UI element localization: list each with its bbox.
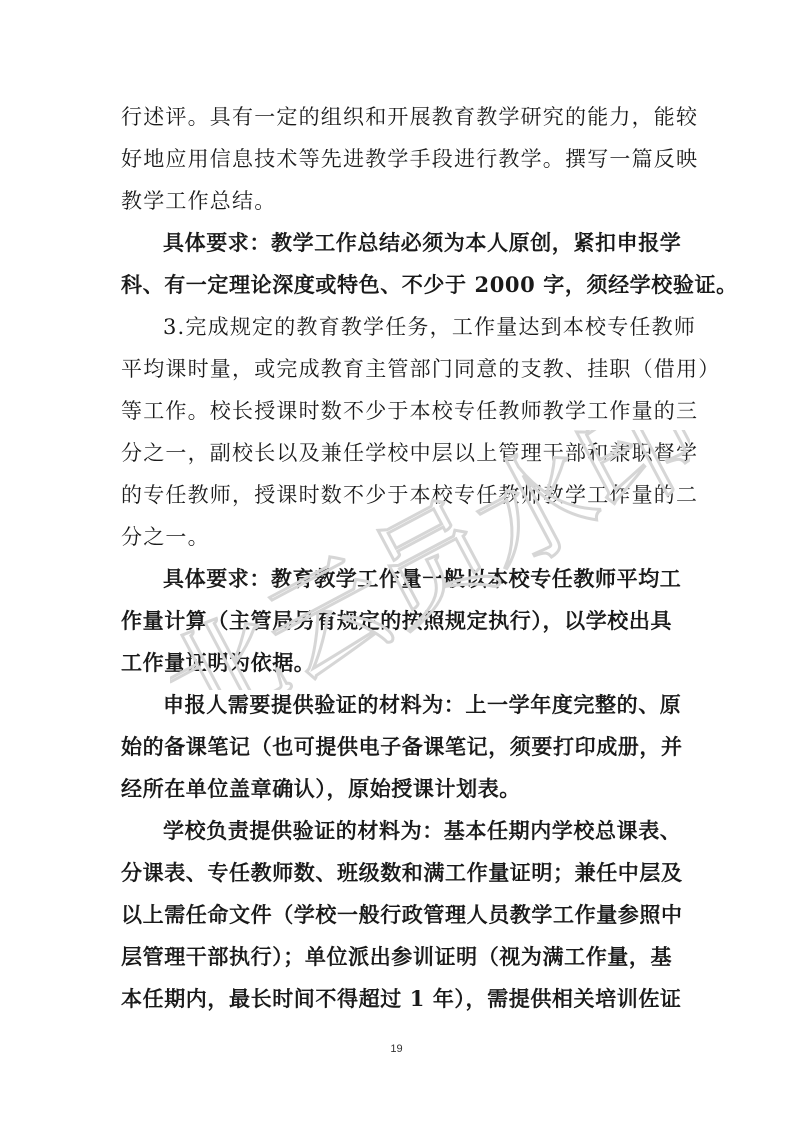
page-number: 19 [390,1043,403,1055]
body-line: 的专任教师，授课时数不少于本校专任教师教学工作量的二 [121,483,699,507]
school-materials-line: 以上需任命文件（学校一般行政管理人员教学工作量参照中 [121,902,683,927]
item-3-line: 3.完成规定的教育教学任务，工作量达到本校专任教师 [163,315,697,339]
body-line: 等工作。校长授课时数不少于本校专任教师教学工作量的三 [121,399,699,423]
body-line: 平均课时量，或完成教育主管部门同意的支教、挂职（借用） [121,357,721,381]
body-line: 分之一，副校长以及兼任学校中层以上管理干部和兼职督学 [121,441,699,465]
body-line: 行述评。具有一定的组织和开展教育教学研究的能力，能较 [121,105,699,129]
school-materials-line: 学校负责提供验证的材料为：基本任期内学校总课表、 [163,818,682,843]
materials-line: 经所在单位盖章确认），原始授课计划表。 [121,776,521,801]
school-materials-line: 层管理干部执行）；单位派出参训证明（视为满工作量，基 [121,944,673,969]
materials-line: 申报人需要提供验证的材料为：上一学年度完整的、原 [163,692,682,717]
requirement-line: 科、有一定理论深度或特色、不少于 2000 字，须经学校验证。 [121,272,738,297]
school-materials-line: 本任期内，最长时间不得超过 1 年），需提供相关培训佐证 [121,986,682,1011]
body-line: 教学工作总结。 [121,189,277,213]
requirement-line: 作量计算（主管局另有规定的按照规定执行），以学校出具 [121,608,673,633]
requirement-line: 具体要求：教学工作总结必须为本人原创，紧扣申报学 [163,230,682,255]
materials-line: 始的备课笔记（也可提供电子备课笔记，须要打印成册，并 [121,734,683,759]
school-materials-line: 分课表、专任教师数、班级数和满工作量证明；兼任中层及 [121,860,683,885]
svg-text:北云员水印: 北云员水印 [170,430,690,690]
body-line: 分之一。 [121,525,210,549]
body-line: 好地应用信息技术等先进教学手段进行教学。撰写一篇反映 [121,147,699,171]
requirement-line: 工作量证明为依据。 [121,650,316,675]
requirement-line: 具体要求：教育教学工作量一般以本校专任教师平均工 [163,566,682,591]
